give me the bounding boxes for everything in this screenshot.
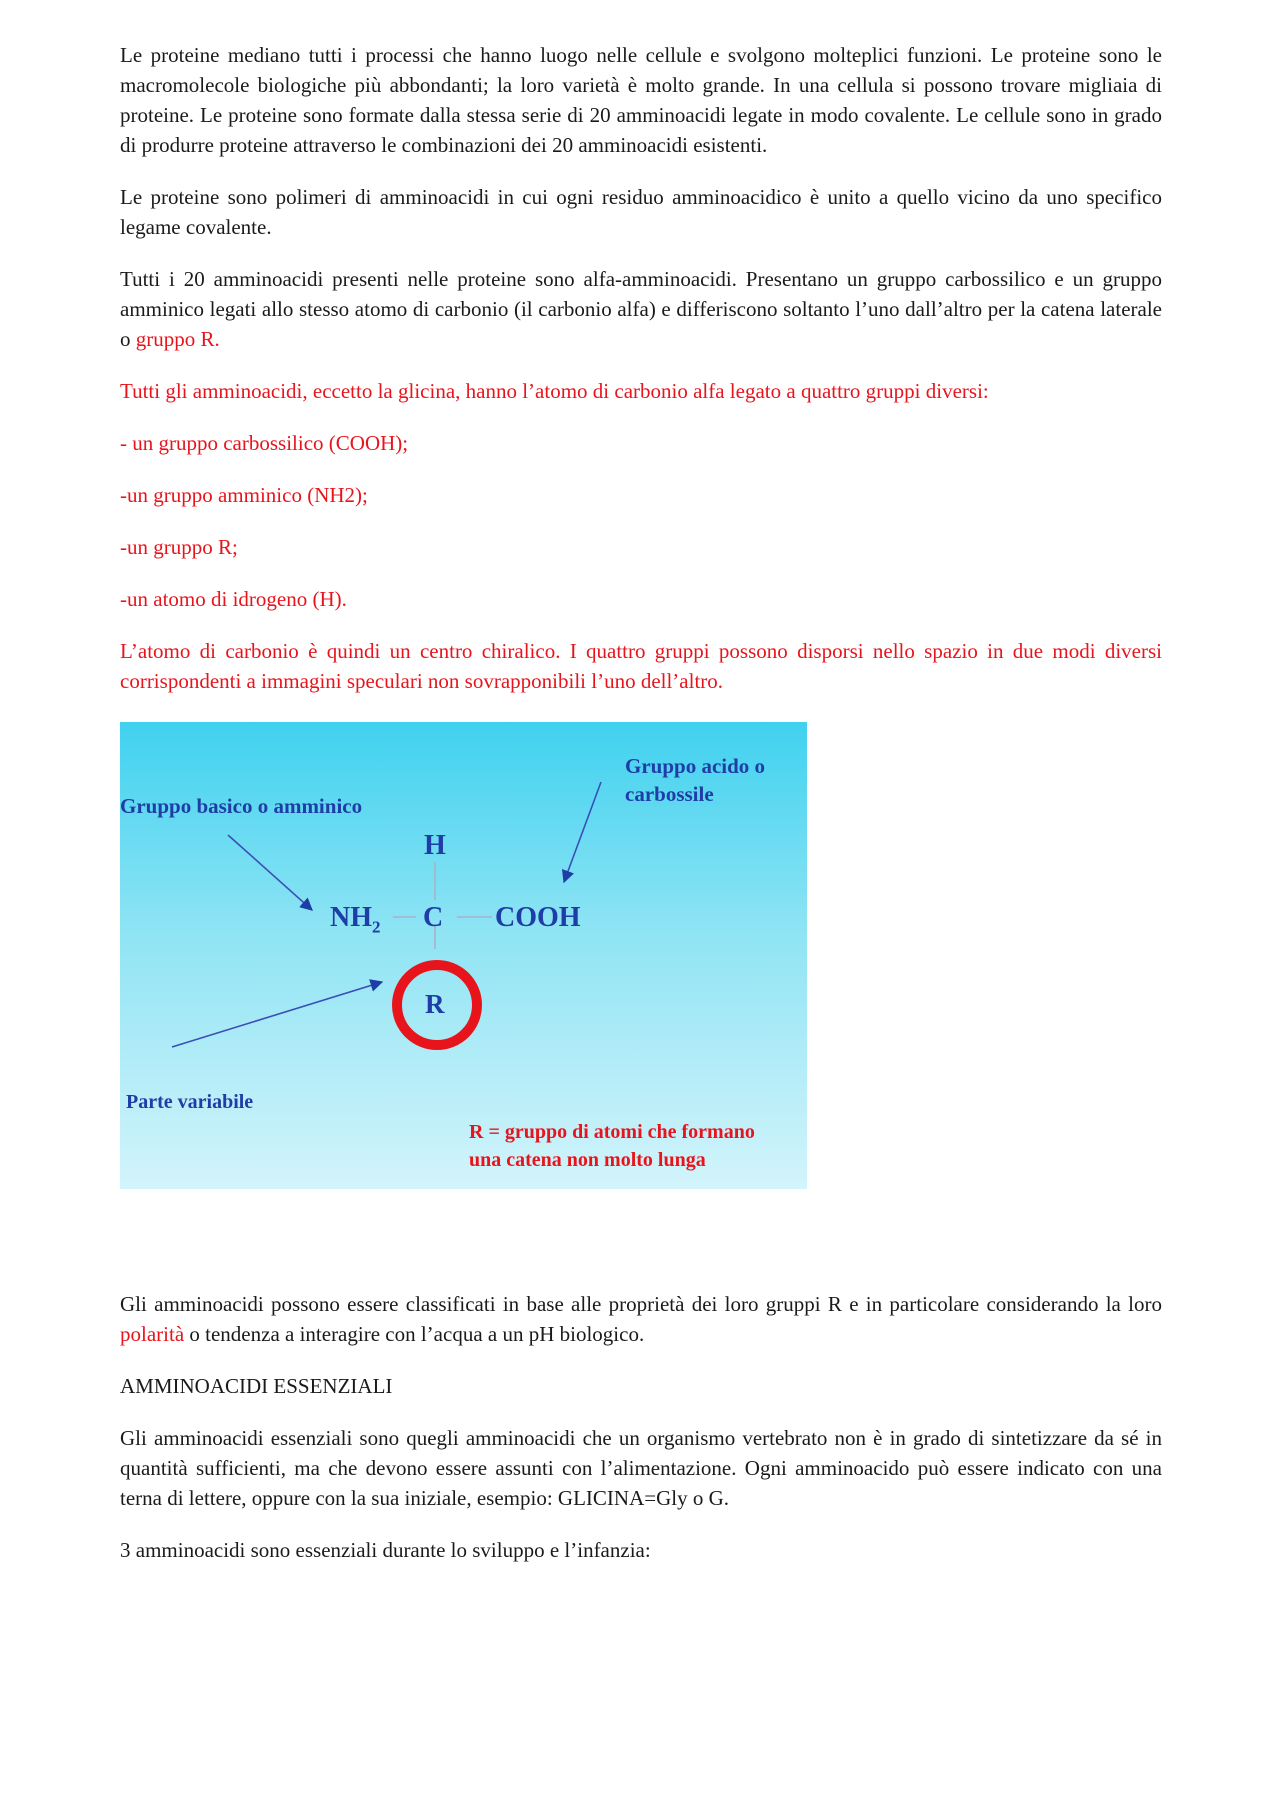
paragraph-alpha-amino-acids bbox=[120, 264, 1162, 354]
label-acid-group-line1: Gruppo acido o bbox=[625, 754, 766, 778]
list-item-hydrogen: -un atomo di idrogeno (H). bbox=[120, 587, 347, 611]
gruppo-r-link[interactable]: gruppo R. bbox=[135, 327, 220, 351]
atom-r-group: R bbox=[425, 989, 445, 1019]
figure-spacer bbox=[120, 1189, 1162, 1289]
list-item-carboxyl: - un gruppo carbossilico (COOH); bbox=[120, 431, 409, 455]
classification-text-before: Gli amminoacidi possono essere classificati in base alle proprietà dei loro gruppi R e in particolare considerando la loro bbox=[120, 1292, 1162, 1316]
label-acid-group-line2: carbossile bbox=[625, 782, 714, 806]
label-variable-part: Parte variabile bbox=[126, 1091, 254, 1113]
paragraph-polymers: Le proteine sono polimeri di amminoacidi in cui ogni residuo amminoacidico è unito a quello vicino da uno specifico legame covalente. bbox=[120, 185, 1162, 239]
arrow-acid-group bbox=[564, 782, 601, 882]
paragraph-alpha-text: Tutti i 20 amminoacidi presenti nelle proteine sono alfa-amminoacidi. Presentano un gruppo carbossilico e un gruppo amminico legati allo stesso atomo di carbonio (il carbonio alfa) e differiscono soltanto l’uno dall’altro per la catena laterale o bbox=[120, 267, 1162, 351]
atom-nh: NH bbox=[330, 902, 372, 933]
paragraph-four-groups: Tutti gli amminoacidi, eccetto la glicina, hanno l’atomo di carbonio alfa legato a quattro gruppi diversi: bbox=[120, 379, 989, 403]
list-item-amino: -un gruppo amminico (NH2); bbox=[120, 483, 368, 507]
amino-acid-structure-figure bbox=[120, 722, 807, 1189]
atom-nh-subscript: 2 bbox=[372, 917, 381, 937]
paragraph-chirality: L’atomo di carbonio è quindi un centro chiralico. I quattro gruppi possono disporsi nello spazio in due modi diversi corrispondenti a immagini speculari non sovrapponibili l’uno dell’altro. bbox=[120, 639, 1162, 693]
atom-carboxyl: COOH bbox=[495, 902, 581, 933]
classification-text-after: o tendenza a interagire con l’acqua a un pH biologico. bbox=[184, 1322, 645, 1346]
paragraph-infancy: 3 amminoacidi sono essenziali durante lo sviluppo e l’infanzia: bbox=[120, 1538, 651, 1562]
list-item-r-group: -un gruppo R; bbox=[120, 535, 238, 559]
note-r-definition-line1: R = gruppo di atomi che formano bbox=[469, 1121, 755, 1143]
note-r-definition-line2: una catena non molto lunga bbox=[469, 1149, 706, 1171]
polarita-link[interactable]: polarità bbox=[120, 1322, 185, 1346]
arrow-variable-part bbox=[172, 982, 382, 1047]
section-heading-essential: AMMINOACIDI ESSENZIALI bbox=[120, 1374, 393, 1398]
atom-hydrogen: H bbox=[424, 830, 446, 861]
atom-carbon: C bbox=[423, 902, 444, 933]
document-page bbox=[120, 40, 1162, 1587]
arrow-basic-group bbox=[228, 835, 312, 910]
label-basic-group: Gruppo basico o amminico bbox=[120, 794, 363, 818]
paragraph-proteins-intro: Le proteine mediano tutti i processi che hanno luogo nelle cellule e svolgono molteplici funzioni. Le proteine sono le macromolecole biologiche più abbondanti; la loro varietà è molto grande. In una cellula si possono trovare migliaia di proteine. Le proteine sono formate dalla stessa serie di 20 amminoacidi legate in modo covalente. Le cellule sono in grado di produrre proteine attraverso le combinazioni dei 20 amminoacidi esistenti. bbox=[120, 43, 1162, 157]
atom-amino-group bbox=[330, 902, 381, 944]
paragraph-classification bbox=[120, 1289, 1162, 1349]
paragraph-essential-definition: Gli amminoacidi essenziali sono quegli amminoacidi che un organismo vertebrato non è in grado di sintetizzare da sé in quantità sufficienti, ma che devono essere assunti con l’alimentazione. Ogni amminoacido può essere indicato con una terna di lettere, oppure con la sua iniziale, esempio: GLICINA=Gly o G. bbox=[120, 1426, 1162, 1510]
